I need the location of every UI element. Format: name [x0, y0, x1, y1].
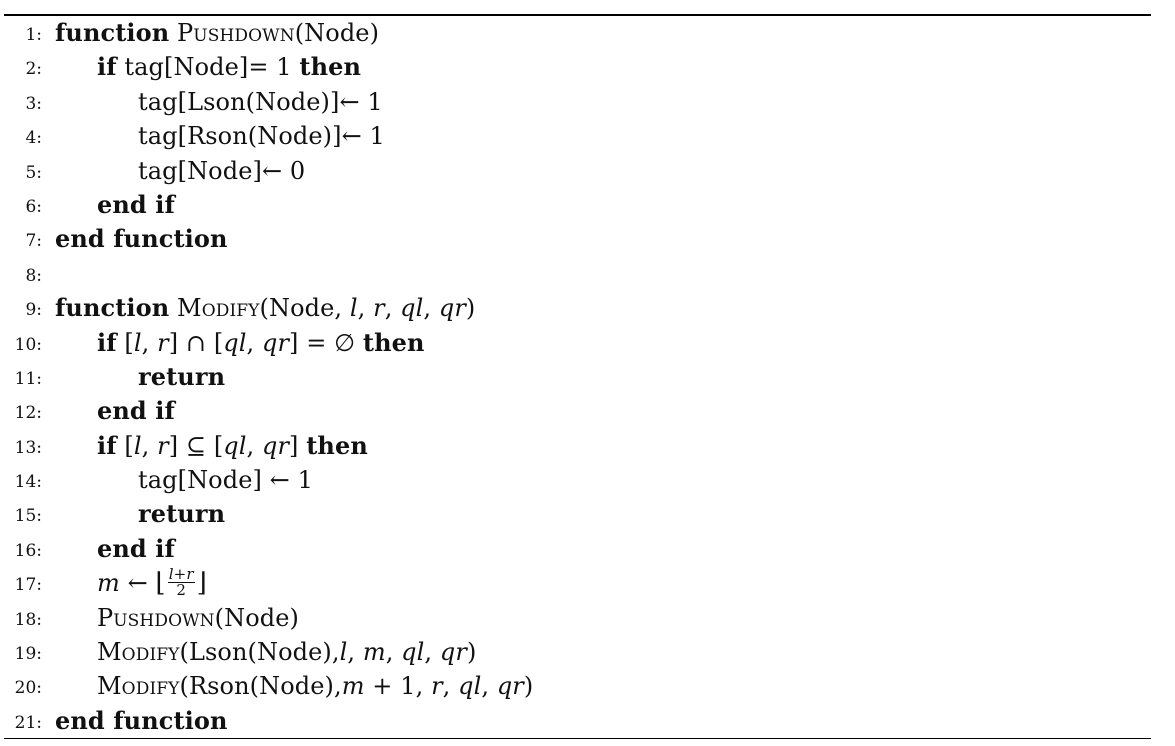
line-number: 3: — [25, 93, 42, 114]
math-variable: qr — [262, 431, 290, 460]
code-token: (Node) — [214, 603, 300, 632]
fraction-denominator: 2 — [176, 581, 187, 600]
line-number: 20: — [14, 678, 42, 699]
floor-bracket: ⌊ — [155, 568, 166, 599]
keyword: then — [299, 52, 362, 82]
code-line — [0, 291, 1160, 325]
code-line — [0, 188, 1160, 222]
code-token — [169, 19, 177, 47]
code-text — [97, 394, 175, 428]
code-token: [ — [116, 431, 134, 460]
procedure-name: Modify — [97, 672, 180, 701]
code-line — [0, 16, 1160, 50]
code-line — [0, 394, 1160, 428]
line-number: 21: — [14, 712, 42, 733]
code-text — [97, 566, 207, 600]
math-variable: l — [133, 431, 142, 460]
code-token: , — [481, 672, 497, 701]
procedure-name: Pushdown — [177, 19, 295, 47]
line-number: 15: — [14, 506, 42, 527]
code-line — [0, 566, 1160, 600]
code-line — [0, 497, 1160, 531]
keyword: if — [97, 52, 117, 82]
code-text — [97, 601, 299, 635]
bottom-rule — [4, 738, 1151, 739]
math-variable: r — [431, 672, 443, 701]
keyword: then — [306, 430, 368, 460]
procedure-name: Modify — [97, 638, 180, 667]
code-token: , — [246, 328, 262, 357]
math-variable: l — [349, 294, 358, 323]
code-token: + 1, — [364, 672, 432, 701]
code-line — [0, 704, 1160, 738]
code-token: , — [385, 638, 402, 667]
code-text — [138, 119, 385, 153]
code-line — [0, 119, 1160, 153]
line-number: 16: — [14, 540, 42, 561]
keyword: end function — [55, 224, 228, 254]
code-token: , — [423, 294, 439, 323]
code-line — [0, 222, 1160, 256]
math-variable: ql — [400, 294, 424, 323]
keyword: return — [138, 361, 226, 391]
code-token: ] ⊆ [ — [168, 431, 224, 460]
code-text — [97, 429, 368, 463]
code-token: tag[Rson(Node)]← 1 — [138, 122, 385, 151]
code-line — [0, 463, 1160, 497]
procedure-name: Modify — [177, 294, 260, 323]
line-number: 19: — [14, 644, 42, 665]
code-token: ) — [523, 672, 534, 701]
code-token: , — [141, 328, 158, 357]
code-line — [0, 50, 1160, 84]
code-text — [97, 669, 533, 703]
code-text — [138, 497, 225, 531]
code-token: tag[Node] ← 1 — [138, 466, 313, 495]
fraction — [168, 567, 195, 598]
code-text — [55, 222, 228, 256]
code-token: , — [246, 431, 262, 460]
keyword: return — [138, 499, 226, 529]
line-number: 7: — [25, 231, 42, 252]
code-token: (Node, — [259, 294, 350, 323]
keyword: end if — [97, 189, 175, 219]
math-variable: m — [341, 672, 365, 701]
keyword: end function — [55, 705, 228, 735]
code-line — [0, 360, 1160, 394]
line-number: 4: — [25, 128, 42, 149]
math-variable: ql — [223, 328, 247, 357]
line-number: 5: — [25, 162, 42, 183]
line-number: 14: — [14, 472, 42, 493]
code-text — [138, 154, 305, 188]
code-text — [55, 16, 379, 50]
code-text — [97, 635, 476, 669]
math-variable: r — [373, 294, 385, 323]
line-number: 2: — [25, 59, 42, 80]
math-variable: r — [157, 328, 169, 357]
code-token: , — [357, 294, 374, 323]
code-token: [ — [116, 328, 134, 357]
code-text — [97, 50, 361, 84]
line-number: 1: — [25, 25, 42, 45]
math-variable: ql — [458, 672, 482, 701]
code-line — [0, 326, 1160, 360]
keyword: if — [97, 430, 117, 460]
code-line — [0, 532, 1160, 566]
line-number: 18: — [14, 609, 42, 630]
fraction-numerator: l+r — [168, 565, 194, 584]
code-token: ) — [466, 638, 477, 667]
code-token: , — [442, 672, 459, 701]
code-token: ← — [119, 569, 156, 598]
math-variable: qr — [262, 328, 290, 357]
code-text — [97, 532, 175, 566]
procedure-name: Pushdown — [97, 603, 215, 632]
line-number: 12: — [14, 403, 42, 424]
code-token: (Lson(Node), — [179, 638, 340, 667]
algorithm-listing — [0, 16, 1160, 738]
keyword: if — [97, 327, 117, 357]
math-variable: m — [97, 569, 120, 598]
keyword: function — [55, 18, 170, 47]
line-number: 17: — [14, 575, 42, 596]
line-number: 8: — [25, 265, 42, 286]
code-token — [169, 294, 177, 322]
line-number: 11: — [14, 368, 42, 389]
line-number: 10: — [14, 334, 42, 355]
code-text — [55, 704, 228, 738]
keyword: function — [55, 293, 170, 323]
code-line — [0, 85, 1160, 119]
code-token: ) — [465, 294, 476, 323]
math-variable: qr — [496, 672, 524, 701]
code-token: , — [347, 638, 363, 667]
math-variable: ql — [401, 638, 425, 667]
code-line — [0, 429, 1160, 463]
code-line — [0, 669, 1160, 703]
keyword: then — [362, 327, 425, 357]
math-variable: r — [157, 431, 169, 460]
math-variable: qr — [438, 294, 466, 323]
code-text — [55, 291, 475, 325]
code-token: , — [424, 638, 440, 667]
code-line — [0, 257, 1160, 291]
line-number: 6: — [25, 196, 42, 217]
floor-bracket: ⌋ — [196, 568, 207, 599]
math-variable: l — [339, 638, 348, 667]
code-line — [0, 635, 1160, 669]
code-token: (Node) — [294, 19, 380, 47]
code-token: ] ∩ [ — [168, 328, 224, 357]
code-token: tag[Node]= 1 — [116, 53, 300, 82]
code-token: ] = ∅ — [289, 328, 363, 357]
code-text — [138, 463, 313, 497]
math-variable: qr — [439, 638, 467, 667]
code-token: tag[Node]← 0 — [138, 156, 306, 185]
code-text — [138, 360, 225, 394]
code-text — [97, 188, 175, 222]
keyword: end if — [97, 533, 175, 563]
code-line — [0, 154, 1160, 188]
math-variable: l — [133, 328, 142, 357]
code-token: tag[Lson(Node)]← 1 — [138, 87, 383, 116]
code-token: (Rson(Node), — [179, 672, 342, 701]
line-number: 13: — [14, 437, 42, 458]
code-token: ] — [289, 431, 307, 460]
keyword: end if — [97, 396, 175, 426]
code-line — [0, 601, 1160, 635]
math-variable: m — [362, 638, 386, 667]
line-number: 9: — [25, 300, 42, 321]
math-variable: ql — [223, 431, 247, 460]
code-token: , — [141, 431, 158, 460]
code-token: , — [384, 294, 401, 323]
code-text — [138, 85, 383, 119]
code-text — [97, 326, 425, 360]
